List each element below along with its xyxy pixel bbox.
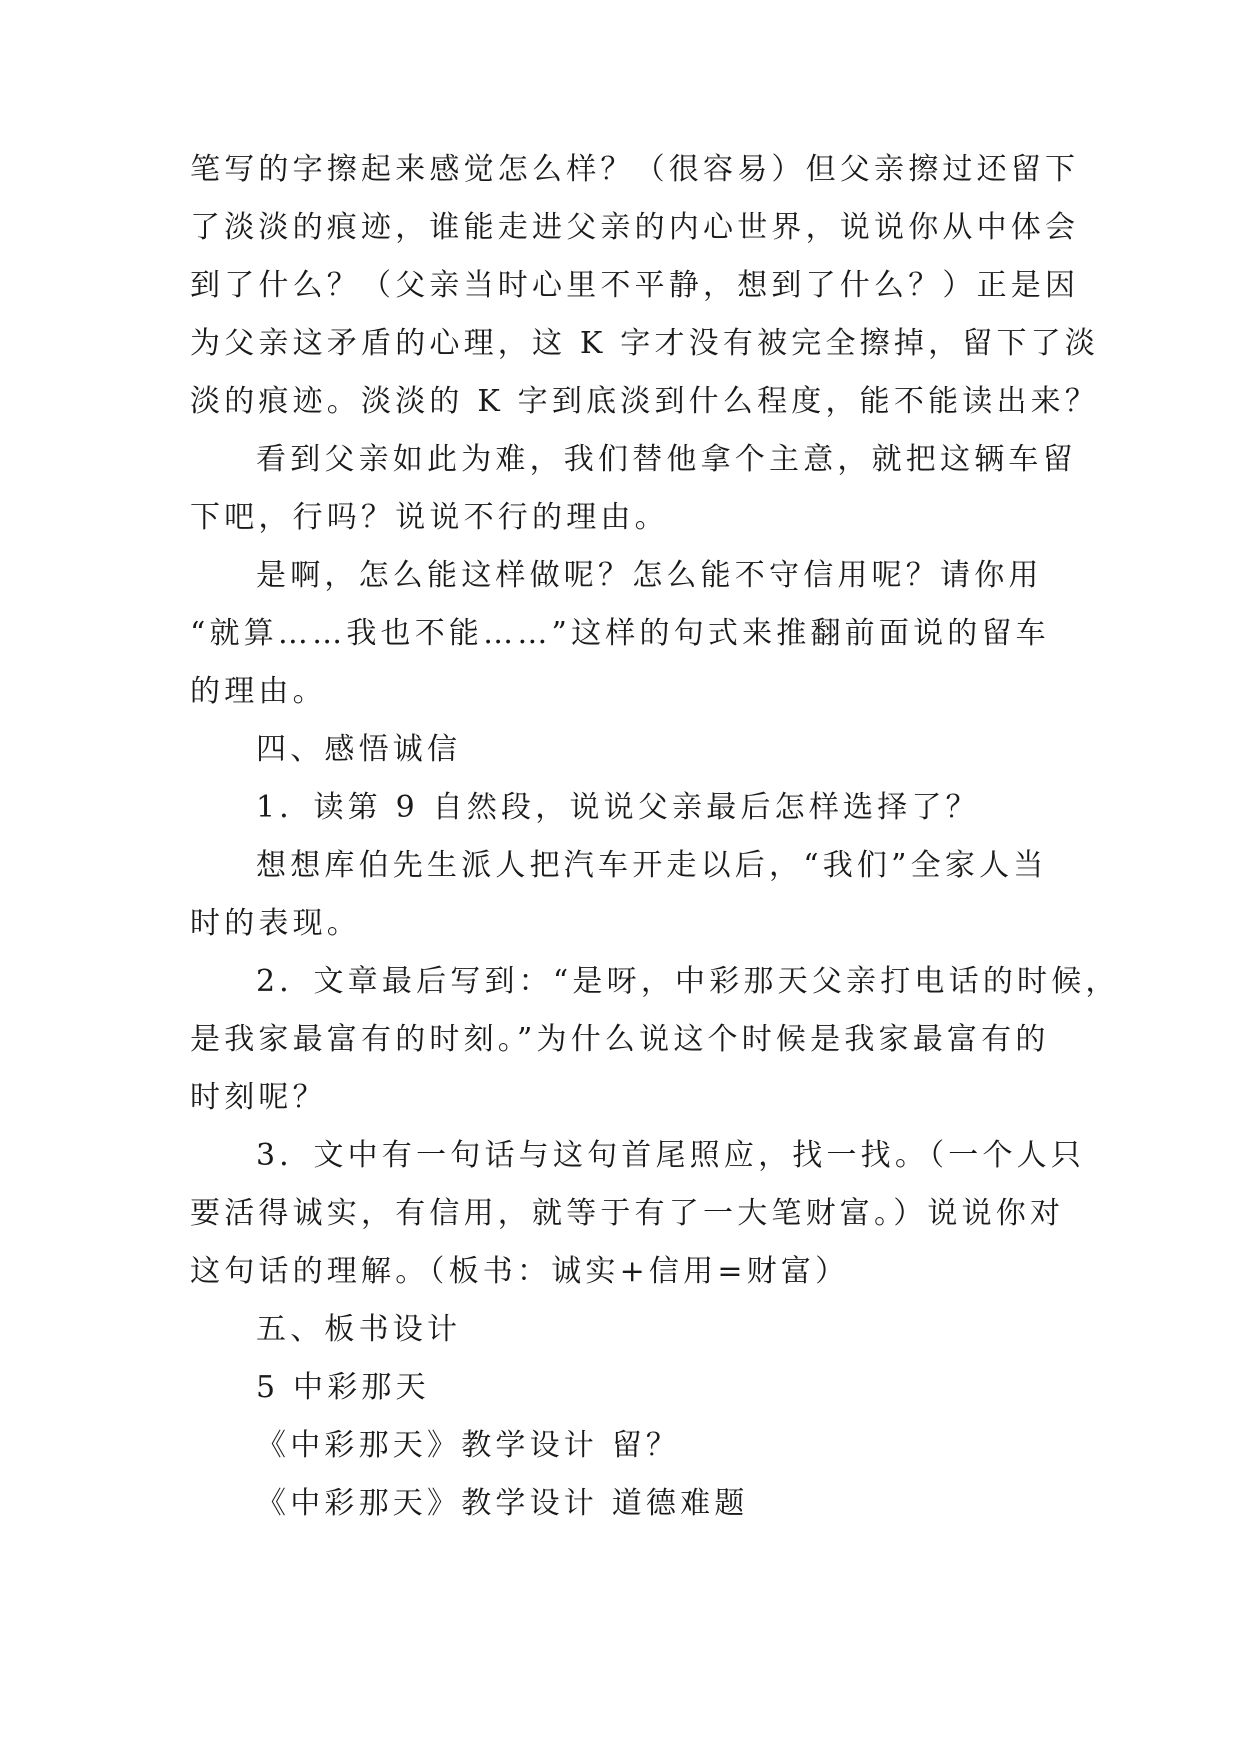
paragraph-line: 看到父亲如此为难，我们替他拿个主意，就把这辆车留 — [256, 442, 1077, 477]
paragraph-line: 要活得诚实，有信用，就等于有了一大笔财富。）说说你对 — [190, 1196, 1065, 1231]
board-design-title: 5 中彩那天 — [256, 1370, 430, 1405]
paragraph-line: 2．文章最后写到：“是呀，中彩那天父亲打电话的时候， — [256, 964, 1120, 999]
paragraph-line: 淡的痕迹。淡淡的 K 字到底淡到什么程度，能不能读出来？ — [190, 384, 1100, 419]
section-heading: 四、感悟诚信 — [256, 732, 462, 767]
paragraph-line: 3．文中有一句话与这句首尾照应，找一找。（一个人只 — [256, 1138, 1086, 1173]
paragraph-line: 为父亲这矛盾的心理，这 K 字才没有被完全擦掉，留下了淡 — [190, 326, 1100, 361]
paragraph-line: 这句话的理解。（板书：诚实+信用=财富） — [190, 1254, 850, 1289]
paragraph-line: 到了什么？（父亲当时心里不平静，想到了什么？）正是因 — [190, 268, 1080, 303]
paragraph-line: 是我家最富有的时刻。”为什么说这个时候是我家最富有的 — [190, 1022, 1050, 1057]
paragraph-line: 的理由。 — [190, 674, 327, 709]
paragraph-line: 笔写的字擦起来感觉怎么样？（很容易）但父亲擦过还留下 — [190, 152, 1080, 187]
paragraph-line: “就算……我也不能……”这样的句式来推翻前面说的留车 — [190, 616, 1050, 651]
board-design-line: 《中彩那天》教学设计 留？ — [256, 1428, 681, 1463]
paragraph-line: 时的表现。 — [190, 906, 361, 941]
paragraph-line: 了淡淡的痕迹，谁能走进父亲的内心世界，说说你从中体会 — [190, 210, 1080, 245]
paragraph-line: 想想库伯先生派人把汽车开走以后，“我们”全家人当 — [256, 848, 1048, 883]
paragraph-line: 1．读第 9 自然段，说说父亲最后怎样选择了？ — [256, 790, 980, 825]
board-design-line: 《中彩那天》教学设计 道德难题 — [256, 1486, 749, 1521]
paragraph-line: 下吧，行吗？说说不行的理由。 — [190, 500, 669, 535]
paragraph-line: 时刻呢？ — [190, 1080, 327, 1115]
section-heading: 五、板书设计 — [256, 1312, 462, 1347]
paragraph-line: 是啊，怎么能这样做呢？怎么能不守信用呢？请你用 — [256, 558, 1043, 593]
